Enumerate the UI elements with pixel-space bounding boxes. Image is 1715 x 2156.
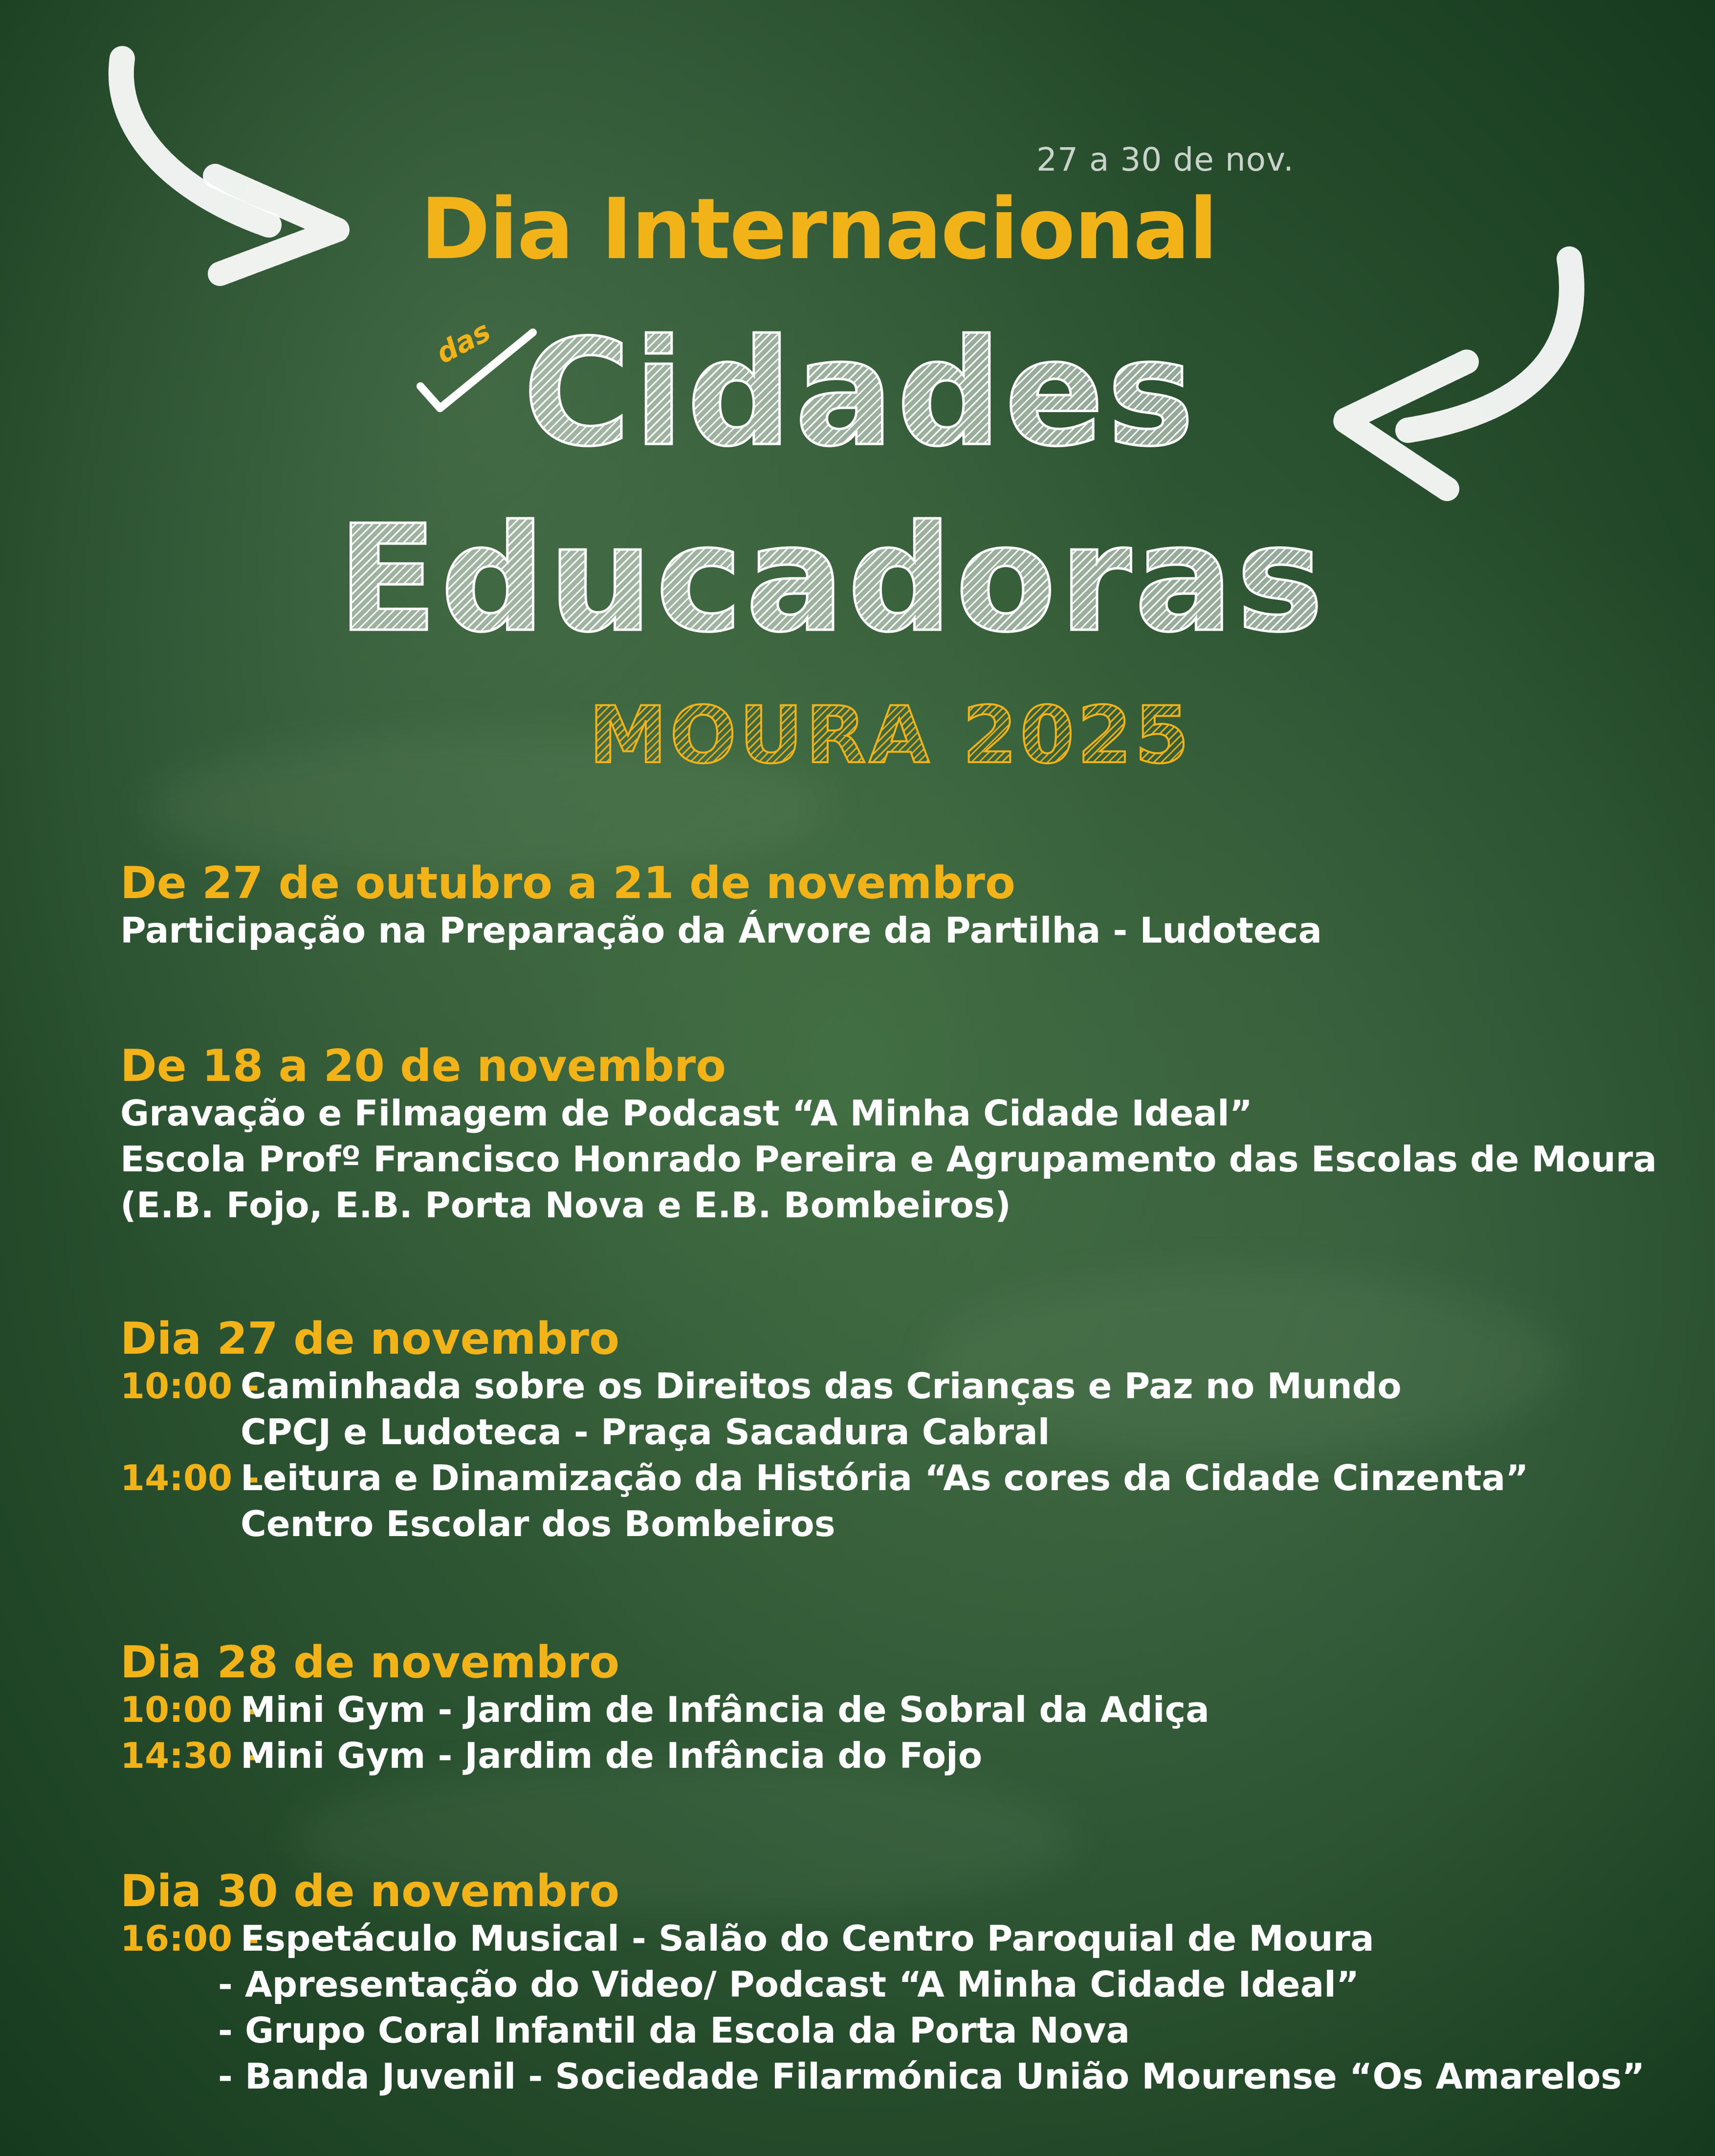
event-row [120, 1733, 1636, 1779]
event-line: - Grupo Coral Infantil da Escola da Porta Nova [218, 2010, 1130, 2051]
event-line: (E.B. Fojo, E.B. Porta Nova e E.B. Bombeiros) [120, 1185, 1011, 1226]
chalk-arrow-icon [93, 44, 367, 288]
section-heading: De 18 a 20 de novembro [120, 1040, 726, 1092]
event-time: 14:00 - [120, 1457, 260, 1498]
event-row [120, 1915, 1636, 1961]
event-time: 10:00 - [120, 1689, 260, 1730]
event-row [120, 1363, 1636, 1409]
title-moura-2025: MOURA 2025 [589, 689, 1192, 781]
section-heading: De 27 de outubro a 21 de novembro [120, 858, 1015, 909]
event-row [120, 1455, 1636, 1501]
event-line: Participação na Preparação da Árvore da Partilha - Ludoteca [120, 910, 1322, 951]
event-line: Gravação e Filmagem de Podcast “A Minha Cidade Ideal” [120, 1093, 1253, 1134]
section-heading: Dia 30 de novembro [120, 1866, 620, 1917]
event-line: CPCJ e Ludoteca - Praça Sacadura Cabral [241, 1411, 1050, 1452]
chalk-arrow-icon [1320, 244, 1594, 508]
event-line: Centro Escolar dos Bombeiros [241, 1503, 836, 1544]
title-das: das [430, 314, 496, 371]
event-time: 16:00 - [120, 1918, 260, 1959]
event-line: Caminhada sobre os Direitos das Crianças e Paz no Mundo [241, 1365, 1402, 1407]
title-dia-internacional: Dia Internacional [420, 180, 1217, 278]
schedule-section-4 [120, 1639, 1636, 1779]
event-line: Espetáculo Musical - Salão do Centro Paroquial de Moura [241, 1918, 1374, 1959]
event-time: 14:30 - [120, 1735, 260, 1776]
section-heading: Dia 27 de novembro [120, 1313, 620, 1364]
event-row [120, 1687, 1636, 1733]
event-time: 10:00 - [120, 1365, 260, 1407]
event-line: - Apresentação do Video/ Podcast “A Minha Cidade Ideal” [218, 1964, 1360, 2005]
event-line: Mini Gym - Jardim de Infância de Sobral da Adiça [241, 1689, 1209, 1730]
title-educadoras: Educadoras [337, 494, 1327, 664]
date-range: 27 a 30 de nov. [1036, 141, 1294, 178]
schedule-section-3 [120, 1315, 1636, 1547]
schedule-section-5 [120, 1866, 1645, 2099]
schedule-section-1 [120, 859, 1636, 953]
event-line: Mini Gym - Jardim de Infância do Fojo [241, 1735, 983, 1776]
event-line: - Banda Juvenil - Sociedade Filarmónica União Mourense “Os Amarelos” [218, 2056, 1645, 2097]
schedule-section-2 [120, 1040, 1657, 1228]
title-cidades: Cidades [523, 308, 1197, 479]
event-line: Leitura e Dinamização da História “As cores da Cidade Cinzenta” [241, 1457, 1529, 1498]
event-line: Escola Profº Francisco Honrado Pereira e Agrupamento das Escolas de Moura [120, 1139, 1657, 1180]
section-heading: Dia 28 de novembro [120, 1637, 620, 1688]
